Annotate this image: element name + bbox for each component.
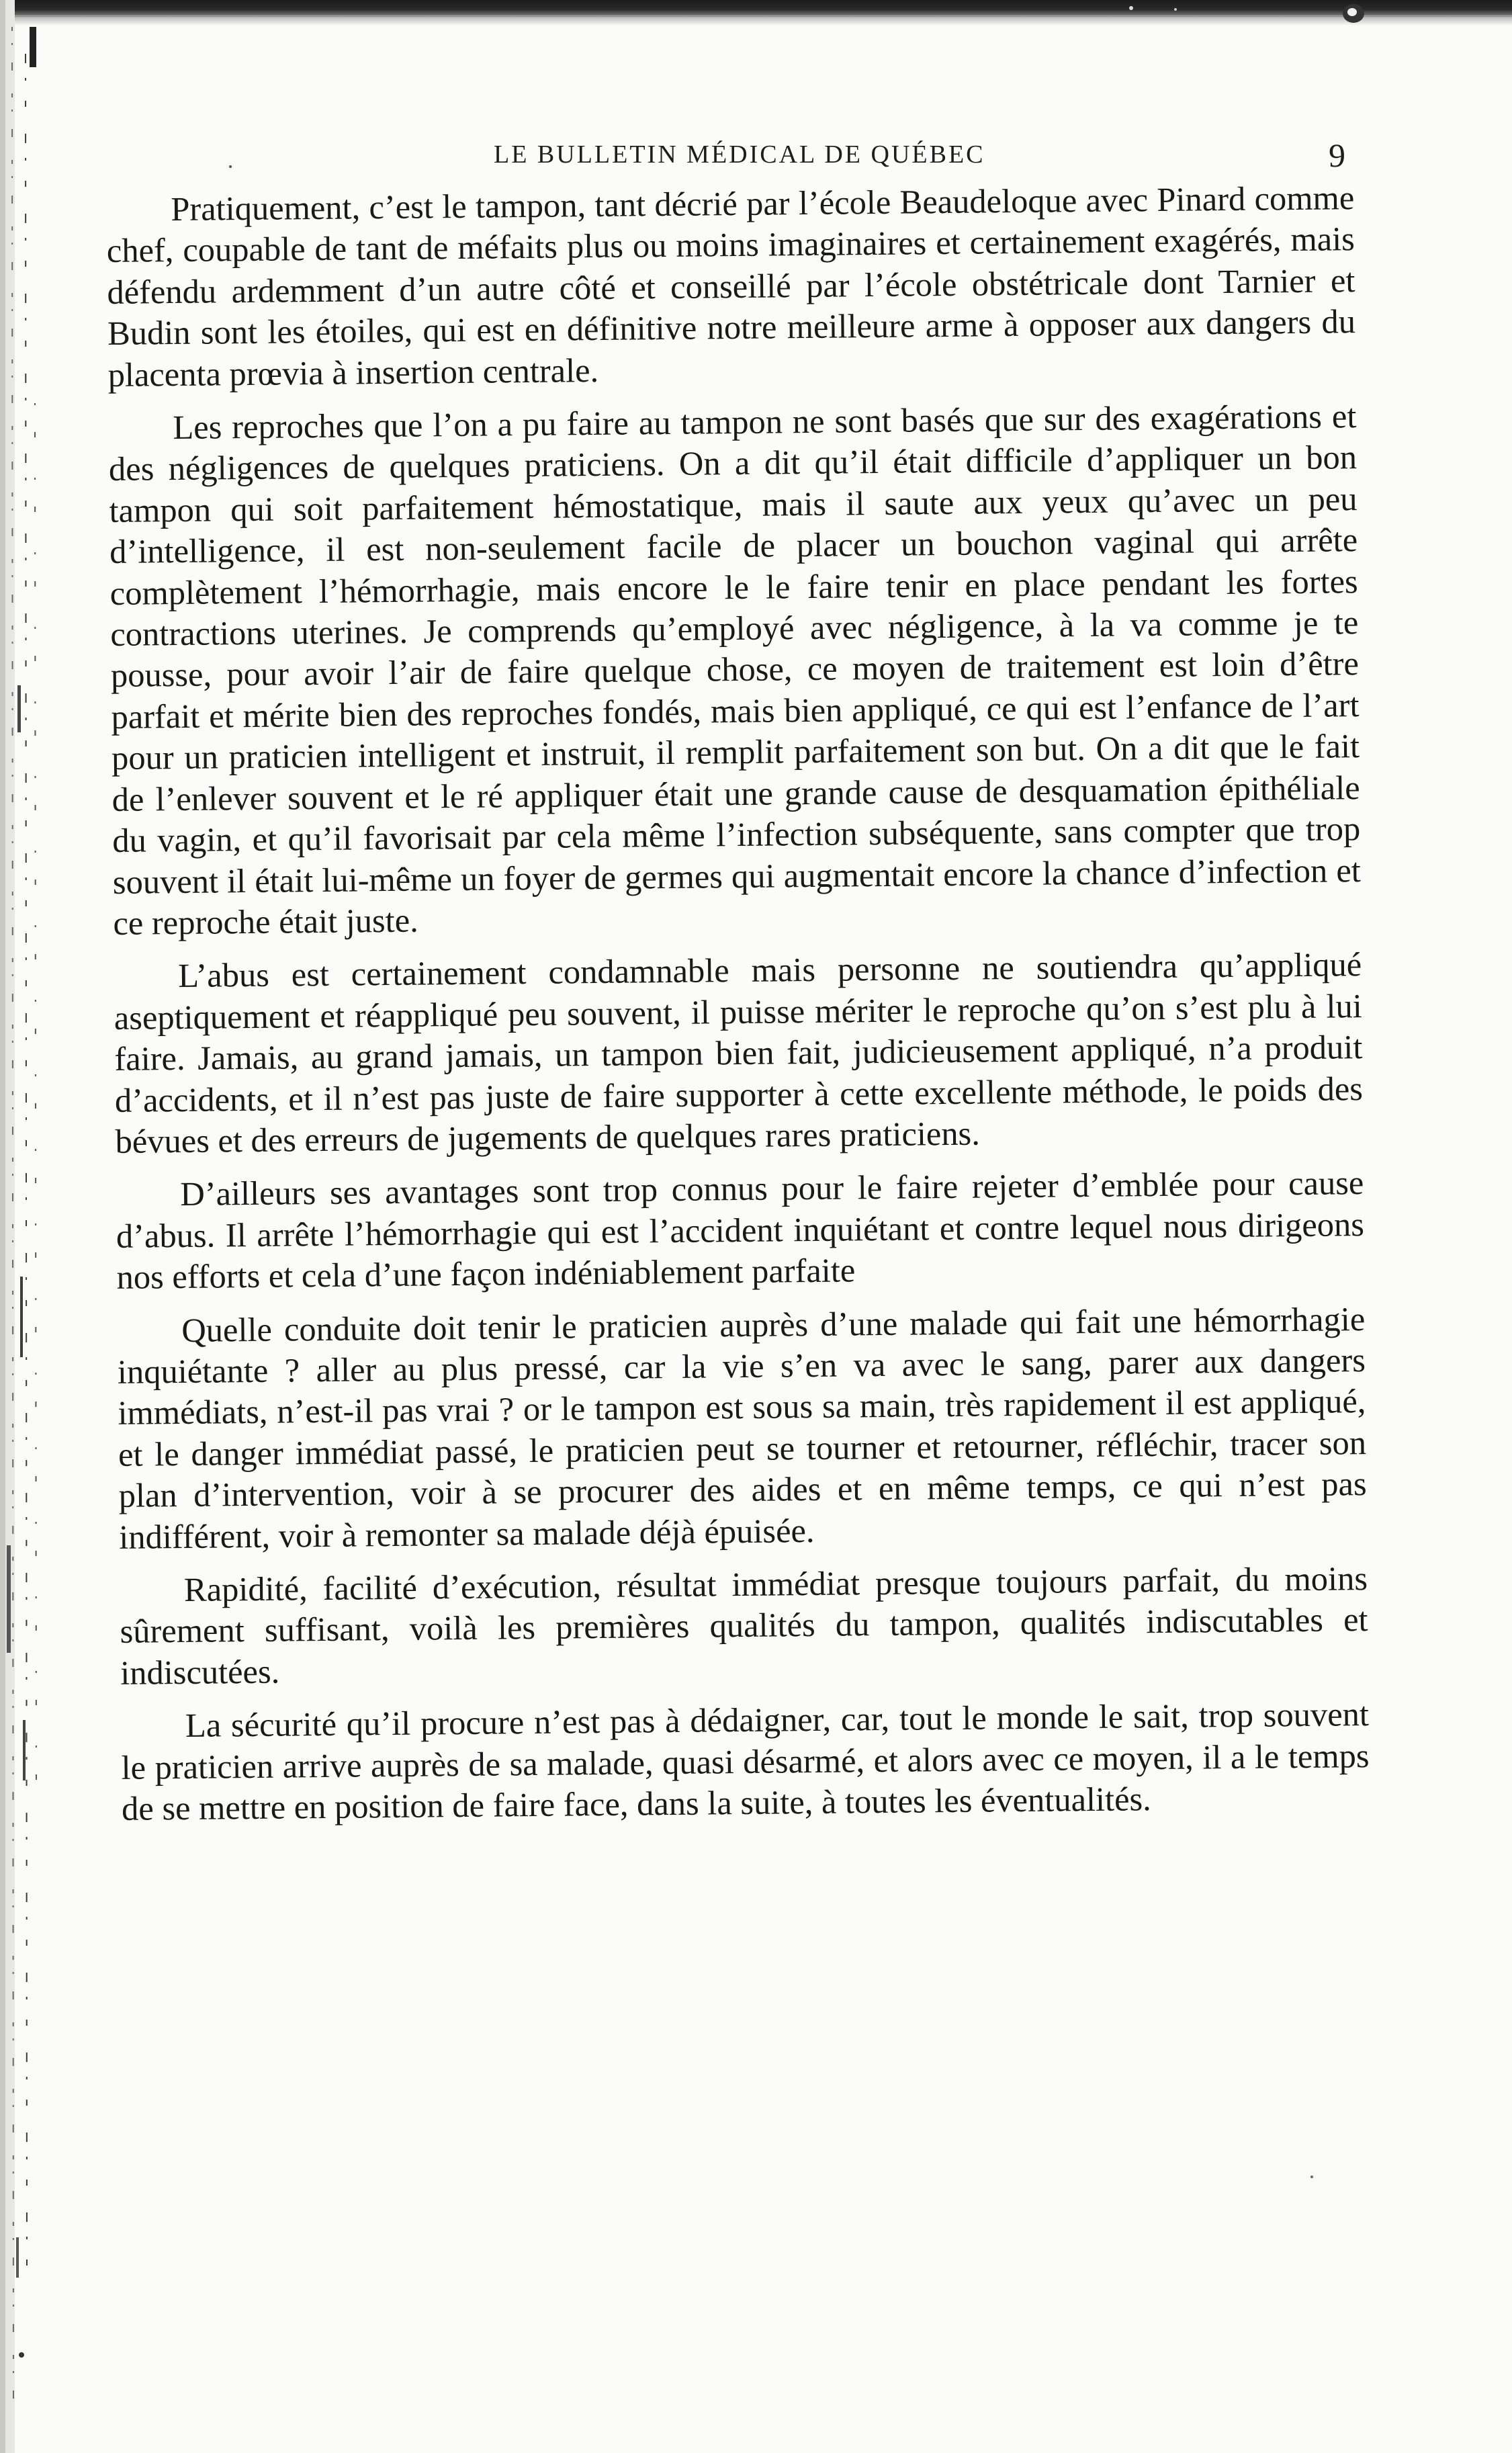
article-body bbox=[106, 177, 1370, 1842]
running-header bbox=[0, 134, 1512, 181]
paragraph-2: Les reproches que l’on a pu faire au tampon ne sont basés que sur des exagérations et des négligences de quelques praticiens. On a dit qu’il était difficile d’appliquer un bon tampon qui soit parfaitement hémostatique, mais il saute aux yeux qu’avec un peu d’intelligence, il est non-seulement facile de placer un bouchon vaginal qui arrête complètement l’hémorrhagie, mais encore le le faire tenir en place pendant les fortes contractions uterines. Je comprends qu’employé avec négligence, à la va comme je te pousse, pour avoir l’air de faire quelque chose, ce moyen de traitement est loin d’être parfait et mérite bien des reproches fondés, mais bien appliqué, ce qui est l’enfance de l’art pour un praticien intelligent et instruit, il remplit parfaitement son but. On a dit que le fait de l’enlever souvent et le ré appliquer était une grande cause de desquamation épithéliale du vagin, et qu’il favorisait par cela même l’infection subséquente, sans compter que trop souvent il était lui-même un foyer de germes qui augmentait encore la chance d’infection et ce reproche était juste. bbox=[108, 397, 1362, 942]
paragraph-4: D’ailleurs ses avantages sont trop connus pour le faire rejeter d’emblée pour cause d’abus. Il arrête l’hémorrhagie qui est l’accident inquiétant et contre lequel nous dirigeons nos efforts et cela d’une façon indéniablement parfaite bbox=[116, 1164, 1365, 1297]
corner-blot bbox=[1333, 0, 1374, 34]
journal-title: LE BULLETIN MÉDICAL DE QUÉBEC bbox=[494, 140, 985, 169]
binding-gutter bbox=[0, 0, 47, 2453]
paragraph-7: La sécurité qu’il procure n’est pas à dédaigner, car, tout le monde le sait, trop souvent le praticien arrive auprès de sa malade, quasi désarmé, et alors avec ce moyen, il a le temps de se mettre en position de faire face, dans la suite, à toutes les éventualités. bbox=[121, 1695, 1370, 1827]
paragraph-6: Rapidité, facilité d’exécution, résultat immédiat presque toujours parfait, du moins sûrement suffisant, voilà les premières qualités du tampon, qualités indiscutables et indiscutées. bbox=[120, 1559, 1368, 1692]
paragraph-5: Quelle conduite doit tenir le praticien auprès d’une malade qui fait une hémorrhagie inquiétante ? aller au plus pressé, car la vie s’en va avec le sang, parer aux dangers immédiats, n’est-il pas vrai ? or le tampon est sous sa main, très rapidement il est appliqué, et le danger immédiat passé, le praticien peut se tourner et retourner, réfléchir, tracer son plan d’intervention, voir à se procurer des aides et en même temps, ce qui n’est pas indifférent, voir à remonter sa malade déjà épuisée. bbox=[117, 1299, 1367, 1556]
scan-top-shadow bbox=[0, 16, 1512, 26]
page-number: 9 bbox=[1329, 136, 1345, 174]
paragraph-1: Pratiquement, c’est le tampon, tant décrié par l’école Beaudeloque avec Pinard comme chef, coupable de tant de méfaits plus ou moins imaginaires et certainement exagérés, mais défendu ardemment d’un autre côté et conseillé par l’école obstétricale dont Tarnier et Budin sont les étoiles, qui est en définitive notre meilleure arme à opposer aux dangers du placenta prœvia à insertion centrale. bbox=[106, 179, 1356, 394]
paragraph-3: L’abus est certainement condamnable mais personne ne soutiendra qu’appliqué aseptiquement et réappliqué peu souvent, il puisse mériter le reproche qu’on s’est plu à lui faire. Jamais, au grand jamais, un tampon bien fait, judicieusement appliqué, n’a produit d’accidents, et il n’est pas juste de faire supporter à cette excellente méthode, le poids des bévues et des erreurs de jugements de quelques rares praticiens. bbox=[114, 945, 1364, 1160]
scan-top-edge bbox=[0, 0, 1512, 17]
